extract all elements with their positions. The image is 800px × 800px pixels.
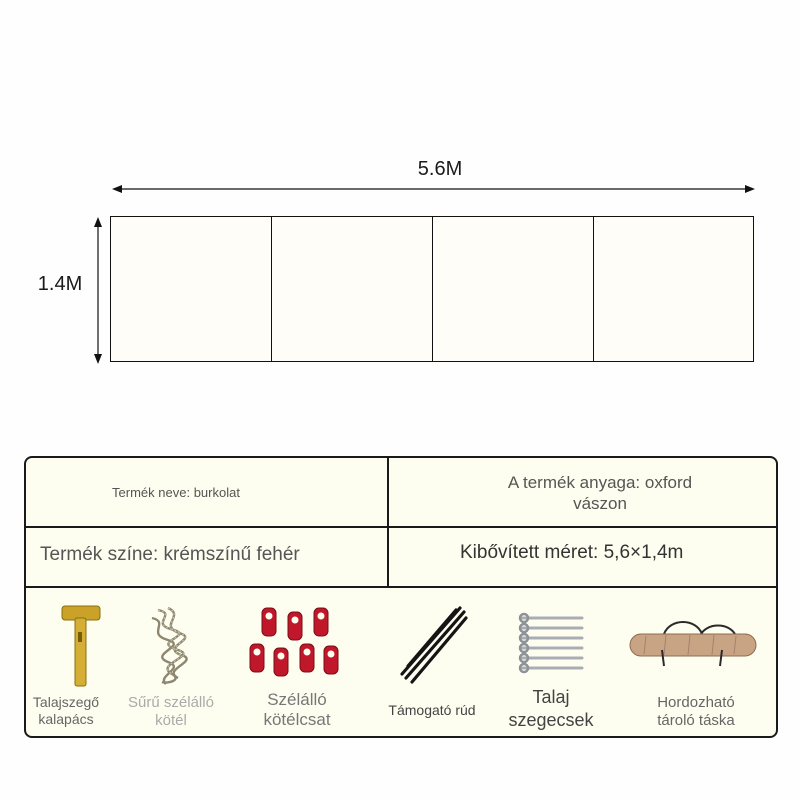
width-arrow (112, 185, 755, 193)
hammer-icon (56, 602, 106, 692)
height-dimension-label: 1.4M (37, 273, 83, 295)
table-divider (26, 526, 776, 528)
spec-product-name: Termék neve: burkolat (112, 485, 240, 500)
accessory-label-pegs: Talaj szegecsek (508, 687, 594, 730)
accessory-label-rope: Sűrű szélálló kötél (128, 694, 214, 729)
spec-table (24, 456, 778, 738)
screen-panel-3 (432, 216, 595, 362)
accessory-label-buckle: Szélálló kötélcsat (263, 690, 331, 730)
accessory-label-pole: Támogató rúd (388, 702, 476, 718)
ground-peg-icon (516, 610, 588, 684)
rope-buckle-icon (244, 604, 344, 684)
screen-panel-2 (271, 216, 434, 362)
support-pole-icon (394, 604, 474, 686)
table-divider (387, 458, 389, 588)
rope-icon (138, 604, 202, 686)
spec-size: Kibővített méret: 5,6×1,4m (460, 542, 684, 563)
screen-panel-1 (110, 216, 273, 362)
table-divider (26, 586, 776, 588)
spec-color: Termék színe: krémszínű fehér (40, 544, 300, 565)
spec-material: A termék anyaga: oxford vászon (507, 473, 693, 513)
accessory-label-hammer: Talajszegő kalapács (32, 694, 100, 727)
accessory-label-bag: Hordozható tároló táska (657, 694, 735, 729)
screen-panel-4 (593, 216, 754, 362)
width-dimension-label: 5.6M (417, 158, 463, 180)
carry-bag-icon (626, 614, 760, 670)
